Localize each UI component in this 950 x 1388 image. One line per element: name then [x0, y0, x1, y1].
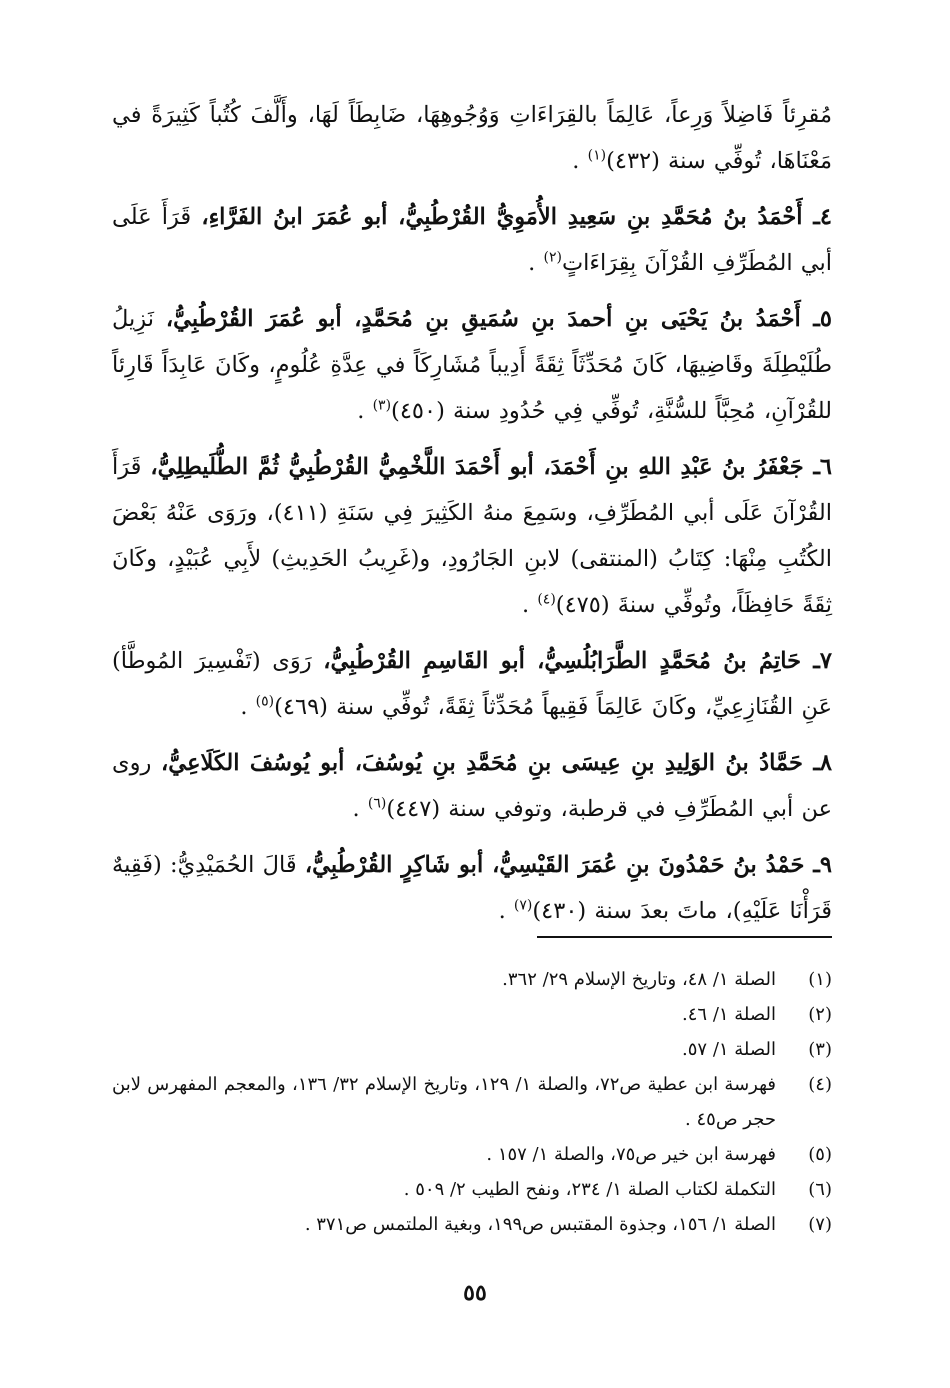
footnote-marker: (٧): [513, 897, 533, 914]
footnote-number: (٣): [808, 1039, 832, 1060]
footnotes: [112, 962, 832, 1242]
footnote-item: [112, 962, 832, 997]
entry-text: قَرَأَ القُرْآنَ عَلَى أبي المُطَرِّفِ، وسَمِعَ منهُ الكَثِيرَ فِي سَنَةِ (٤١١)، ورَوَى عَنْهُ بَعْضَ الكُتُبِ مِنْهَا: كِتَابُ (المنتقى) لابنِ الجَارُودِ، و(غَرِيبُ الحَدِيثِ) لأَبِي عُبَيْدٍ، وكَانَ ثِقَةً حَافِظَاً، وتُوفِّي سنةَ (٤٧٥): [112, 454, 833, 618]
footnote-marker: (١): [587, 147, 607, 164]
footnote-text: الصلة ١/ ٤٨، وتاريخ الإسلام ٢٩/ ٣٦٢.: [502, 969, 776, 990]
paragraph-3: [112, 296, 832, 434]
footnote-text: الصلة ١/ ٤٦.: [682, 1004, 776, 1025]
entry-end: .: [357, 398, 373, 424]
footnote-item: [112, 1032, 832, 1067]
footnote-number: (٤): [808, 1074, 832, 1095]
entry-heading: ٦ـ جَعْفَرُ بنُ عَبْدِ اللهِ بنِ أَحْمَدَ، أبو أَحْمَدَ اللَّخْمِيُّ القُرْطُبِيُّ ثُمَّ الطُّلَيطِلِيُّ،: [150, 454, 832, 480]
footnote-text: فهرسة ابن عطية ص٧٢، والصلة ١/ ١٢٩، وتاريخ الإسلام ٣٢/ ١٣٦، والمعجم المفهرس لابن حجر ص٤٥ .: [112, 1074, 776, 1130]
footnote-text: الصلة ١/ ٥٧.: [682, 1039, 776, 1060]
footnote-text: الصلة ١/ ١٥٦، وجذوة المقتبس ص١٩٩، وبغية الملتمس ص٣٧١ .: [304, 1214, 776, 1235]
footnote-marker: (٣): [372, 397, 392, 414]
paragraph-4: [112, 444, 832, 628]
footnote-item: [112, 997, 832, 1032]
footnote-text: التكملة لكتاب الصلة ١/ ٢٣٤، ونفح الطيب ٢/ ٥٠٩ .: [403, 1179, 776, 1200]
footnote-separator: [537, 936, 832, 938]
paragraph-2: [112, 194, 832, 286]
entry-end: .: [528, 250, 544, 276]
paragraph-5: [112, 638, 832, 730]
entry-heading: ٧ـ حَاتِمُ بنُ مُحَمَّدٍ الطَّرَابُلُسِيُّ، أبو القَاسِمِ القُرْطُبِيُّ،: [323, 648, 832, 674]
entry-text: رَوَى (تَفْسِيرَ المُوطَّأ) عَنِ القُنَازِعِيِّ، وكَانَ عَالِمَاً فَقِيهاً مُحَدِّثاً ثِقَةً، تُوفِّي سنة (٤٦٩): [112, 648, 832, 720]
entry-text: روى عن أبي المُطَرِّفِ في قرطبة، وتوفي سنة (٤٤٧): [112, 750, 832, 822]
footnote-number: (٧): [808, 1214, 832, 1235]
entry-end: .: [352, 796, 368, 822]
entry-heading: ٥ـ أَحْمَدُ بنُ يَحْيَى بنِ أحمدَ بنِ سُمَيقِ بنِ مُحَمَّدٍ، أبو عُمَرَ القُرْطُبِيُّ،: [165, 306, 832, 332]
entry-heading: ٨ـ حَمَّادُ بنُ الوَلِيدِ بنِ عِيسَى بنِ مُحَمَّدِ بنِ يُوسُفَ، أبو يُوسُفَ الكَلَاعِيُّ،: [161, 750, 833, 776]
page-number: ٥٥: [463, 1280, 487, 1306]
footnote-item: [112, 1067, 832, 1137]
footnote-number: (٦): [808, 1179, 832, 1200]
footnote-marker: (٦): [367, 795, 387, 812]
footnote-marker: (٥): [255, 693, 275, 710]
entry-heading: ٤ـ أَحْمَدُ بنُ مُحَمَّدِ بنِ سَعِيدِ الأُمَوِيُّ القُرْطُبِيُّ، أبو عُمَرَ ابنُ الفَرَّاءِ،: [201, 204, 832, 230]
footnote-item: [112, 1137, 832, 1172]
entry-end: .: [572, 148, 588, 174]
paragraph-1: [112, 92, 832, 184]
entry-heading: ٩ـ حَمْدُ بنُ حَمْدُونَ بنِ عُمَرَ القَيْسِيُّ، أبو شَاكِرٍ القُرْطُبِيُّ،: [304, 852, 832, 878]
footnote-item: [112, 1207, 832, 1242]
entry-text: نَزِيلُ طُلَيْطِلَةَ وقَاضِيهَا، كَانَ مُحَدِّثَاً ثِقَةً أَدِيباً مُشَارِكَاً في عِدَّةِ عُلُومٍ، وكَانَ عَابِدَاً قَارِئاً للقُرْآنِ، مُحِبَّاً للسُّنَّةِ، تُوفِّي فِي حُدُودِ سنة (٤٥٠): [112, 306, 832, 424]
footnote-marker: (٤): [537, 591, 556, 608]
entry-end: .: [240, 694, 256, 720]
footnote-number: (٥): [808, 1144, 832, 1165]
paragraph-7: [112, 842, 832, 934]
footnote-text: فهرسة ابن خير ص٧٥، والصلة ١/ ١٥٧ .: [486, 1144, 776, 1165]
footnote-number: (١): [808, 969, 832, 990]
entry-text: قَرَأَ عَلَى أبي المُطَرِّفِ القُرْآنَ بِقِرَاءَاتٍ: [112, 204, 832, 276]
paragraph-6: [112, 740, 832, 832]
entry-text: مُقرِئاً فَاضِلاً وَرِعاً، عَالِمَاً بالقِرَاءَاتِ وَوُجُوهِهَا، ضَابِطَاً لَهَا، وأَلَّفَ كُتُباً كَثِيرَةً في مَعْنَاهَا، تُوفِّي سنة (٤٣٢): [112, 102, 832, 174]
entry-text: قَالَ الحُمَيْدِيُّ: (فَقِيهٌ قَرَأْنَا عَلَيْهِ)، ماتَ بعدَ سنة (٤٣٠): [112, 852, 832, 924]
footnote-marker: (٢): [543, 249, 562, 266]
main-text: [112, 92, 832, 944]
footnote-number: (٢): [808, 1004, 832, 1025]
entry-end: .: [522, 592, 538, 618]
footnote-item: [112, 1172, 832, 1207]
entry-end: .: [498, 898, 514, 924]
